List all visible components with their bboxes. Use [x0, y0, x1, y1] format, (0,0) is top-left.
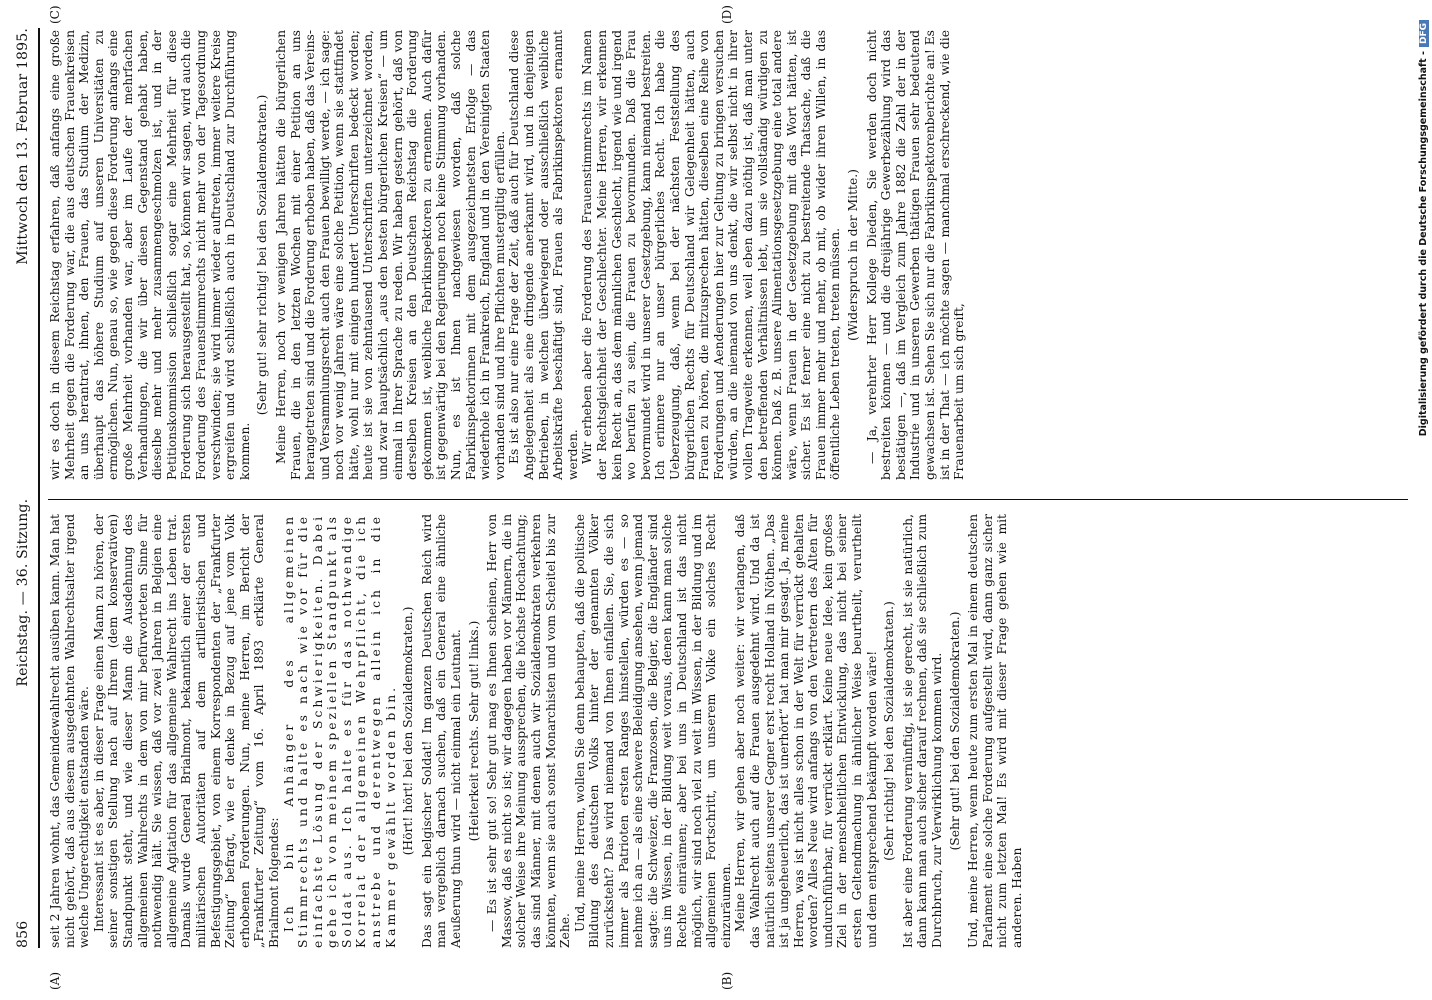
paragraph: Es ist also nur eine Frage der Zeit, daß auch für Deutschland diese Angelegenheit als eine dringende anerkannt wird, und in denjenigen Betrieben, in welchen überwiegend oder ausschließlich weibliche Arbeitskräfte beschäftigt sind, Frauen als Fabrikinspektoren ernannt werden. [507, 30, 580, 480]
running-head [8, 28, 38, 948]
margin-letter-b: (B) [720, 971, 734, 990]
reaction: (Sehr gut! sehr richtig! bei den Sozialdemokraten.) [255, 94, 270, 416]
credit-text: Digitalisierung gefördert durch die Deutsche Forschungsgemeinschaft - [1418, 51, 1429, 437]
paragraph: — Es ist sehr gut so! Sehr gut mag es Ihnen scheinen, Herr von Massow, daß es nicht so ist; wir dagegen haben vor Männern, die in solcher Weise ihre Meinung aussprechen, die höchste Hochachtung; das sind Männer, mit denen auch wir Sozialdemokraten verkehren könnten, wenn sie auch sonst Monarchisten und vom Scheitel bis zur Zehe. [485, 514, 573, 948]
header-rule [38, 28, 40, 948]
margin-letter-d: (D) [720, 5, 734, 24]
margin-letter-c: (C) [48, 5, 62, 24]
quotation: Ich bin Anhänger des allgemeinen Stimmrechts und halte es nach wie vor für die einfachste Lösung der Schwierigkeiten. Dabei gehe ich von meinem speziellen Standpunkt als Soldat aus. Ich halte es für das nothwendige Korrelat der allgemeinen Wehrpflicht, die ich anstrebe und derentwegen allein ich in die Kammer gewählt worden bin. [281, 514, 398, 948]
reaction: (Sehr gut! bei den Sozialdemokraten.) [947, 611, 962, 851]
right-column [48, 30, 967, 480]
paragraph: — Ja, verehrter Herr Kollege Dieden, Sie werden doch nicht bestreiten können — und die dreijährige Gewerbezählung wird das bestätigen —, daß im Vergleich zum Jahre 1882 die Zahl der in der Industrie und in unseren Gewerben thätigen Frauen sehr bedeutend gewachsen ist. Sehen Sie sich nur die Fabrikinspektorenberichte an! Es ist in der That — ich möchte sagen — manchmal erschreckend, wie die Frauenarbeit um sich greift, [864, 30, 967, 480]
dfg-logo: DFG [1419, 20, 1429, 47]
paragraph: Interessant ist es aber, in dieser Frage einen Mann zu hören, der seiner sonstigen Stellung nach auf Ihrem (dem konservativen) Standpunkt steht, und wie dieser Mann die Ausdehnung des allgemeinen Wahlrechts in dem von mir befürworteten Sinne für nothwendig hält. Sie wissen, daß vor zwei Jahren in Belgien eine allgemeine Agitation für das allgemeine Wahlrecht ins Leben trat. Damals wurde General Brialmont, bekanntlich einer der ersten militärischen Autoritäten auf dem artilleristischen und Befestigungsgebiet, von einem Korrespondenten der „Frankfurter Zeitung“ befragt, wie er denke in Bezug auf jene vom Volk erhobenen Forderungen. Nun, meine Herren, im Bericht der „Frankfurter Zeitung“ vom 16. April 1893 erklärte General Brialmont folgendes: [91, 514, 281, 948]
margin-letter-a: (A) [48, 971, 62, 990]
page-number: 856 [15, 920, 31, 948]
paragraph: Und, meine Herren, wollen Sie denn behaupten, daß die politische Bildung des deutschen Volks hinter der genannten Völker zurücksteht? Das wird niemand von Ihnen einfallen. Sie, die sich immer als Patrioten ersten Ranges hinstellen, würden es — so nehme ich an — als eine schwere Beleidigung ansehen, wenn jemand sagte: die Schweizer, die Franzosen, die Belgier, die Engländer sind uns im Wissen, in der Bildung weit voraus, denen kann man solche Rechte einräumen; aber bei uns in Deutschland ist das nicht möglich, wir sind noch viel zu weit im Wissen, in der Bildung und im allgemeinen Fortschritt, um unserem Volke ein solches Recht einzuräumen. [572, 514, 733, 948]
paragraph: Wir erheben aber die Forderung des Frauenstimmrechts im Namen der Rechtsgleichheit der Geschlechter. Meine Herren, wir erkennen kein Recht an, das dem männlichen Geschlecht, irgend wie und irgend wo berufen zu sein, die Frauen zu bevormunden. Daß die Frau bevormundet wird in unserer Gesetzgebung, kann niemand bestreiten. Ich erinnere nur an unser bürgerliches Recht. Ich habe die Ueberzeugung, daß, wenn bei der nächsten Feststellung des bürgerlichen Rechts für Deutschland wir Gelegenheit hätten, auch Frauen zu hören, die mitzusprechen hätten, dieselben eine Reihe von Forderungen und Aenderungen hier zur Geltung zu bringen versuchen würden, an die niemand von uns denkt, die wir selbst nicht in ihrer vollen Tragweite erkennen, weil eben dazu nöthig ist, daß man unter den betreffenden Verhältnissen lebt, um sie vollständig würdigen zu können. Daß z. B. unsere Alimentationsgesetzgebung eine total andere wäre, wenn Frauen in der Gesetzgebung mit das Wort hätten, ist sicher. Es ist ferner eine nicht zu bestreitende Thatsache, daß die Frauen immer mehr und mehr, ob mit, ob wider ihren Willen, in das öffentliche Leben treten, treten müssen. [580, 30, 843, 480]
reaction: (Sehr richtig! bei den Sozialdemokraten.) [882, 601, 897, 861]
left-column [48, 514, 1025, 948]
session-date: Mittwoch den 13. Februar 1895. [15, 28, 31, 265]
paragraph: Ist aber eine Forderung vernünftig, ist sie gerecht, ist sie natürlich, dann kann man auch sicher darauf rechnen, daß sie schließlich zum Durchbruch, zur Verwirklichung kommen wird. [900, 514, 945, 948]
reaction: (Hört! hört! bei den Sozialdemokraten.) [401, 606, 416, 856]
session-title: Reichstag. — 36. Sitzung. [15, 498, 31, 687]
paragraph: Und, meine Herren, wenn heute zum ersten Mal in einem deutschen Parlament eine solche Forderung aufgestellt wird, dann ganz sicher nicht zum letzten Mal! Es wird mit dieser Frage gehen wie mit anderen. Haben [966, 514, 1024, 948]
digitization-credit [1418, 20, 1429, 880]
paragraph: Meine Herren, wir gehen aber noch weiter: wir verlangen, daß das Wahlrecht auch auf die Frauen ausgedehnt wird. Und da ist natürlich seitens unserer Gegner erst recht Holland in Nöthen. „Das ist ja ungeheuerlich, das ist unerhört“ hat man mir gesagt. Ja, meine Herren, was ist nicht alles schon in der Welt für verrückt gehalten worden? Alles Neue wird anfangs von den Vertretern des Alten für undurchführbar, für verrückt erklärt. Keine neue Idee, kein großes Ziel in der menschheitlichen Entwicklung, das nicht bei seiner ersten Geltendmachung in ähnlicher Weise beurtheilt, verurtheilt und dem entsprechend bekämpft worden wäre! [733, 514, 879, 948]
column-separator [48, 499, 1408, 500]
paragraph: Das sagt ein belgischer Soldat! Im ganzen Deutschen Reich wird man vergeblich darnach suchen, daß ein General eine ähnliche Aeußerung thun wird — nicht einmal ein Leutnant. [419, 514, 464, 948]
paragraph: seit 2 Jahren wohnt, das Gemeindewahlrecht ausüben kann. Man hat nicht gehört, daß aus diesem ausgedehnten Wahlrechtsalter irgend welche Ungerechtigkeit entstanden wäre. [48, 514, 92, 948]
reaction: (Heiterkeit rechts. Sehr gut! links.) [466, 620, 481, 842]
paragraph: wir es doch in diesem Reichstag erfahren, daß anfangs eine große Mehrheit gegen die Forderung war, die aus deutschen Frauenkreisen an uns herantrat, ihnen, den Frauen, das Studium der Medizin, überhaupt das höhere Studium auf unseren Universitäten zu ermöglichen. Nun, genau so, wie gegen diese Forderung anfangs eine große Mehrheit vorhanden war, aber im Laufe der mehrfachen Verhandlungen, die wir über diesen Gegenstand gehabt haben, dieselbe mehr und mehr zusammengeschmolzen ist, und in der Petitionskommission schließlich sogar eine Mehrheit für diese Forderung sich herausgestellt hat, so, können wir sagen, wird auch die Forderung des Frauenstimmrechts nicht mehr von der Tagesordnung verschwinden; sie wird immer wieder auftreten, immer weitere Kreise ergreifen und wird schließlich auch in Deutschland zur Durchführung kommen. [48, 30, 252, 480]
paragraph: Meine Herren, noch vor wenigen Jahren hätten die bürgerlichen Frauen, die in den letzten Wochen mit einer Petition an uns herangetreten sind und die Forderung erhoben haben, daß das Vereins- und Versammlungsrecht auch den Frauen bewilligt werde, — ich sage: noch vor wenig Jahren wäre eine solche Petition, wenn sie stattfindet hätte, wohl nur mit einigen hundert Unterschriften bedeckt worden; heute ist sie von zehntausend Unterschriften unterzeichnet worden, und zwar hauptsächlich „aus den besten bürgerlichen Kreisen“ — um einmal in Ihrer Sprache zu reden. Wir haben gestern gehört, daß von derselben Kreisen an den Deutschen Reichstag die Forderung gekommen ist, weibliche Fabrikinspektoren zu ernennen. Auch dafür ist gegenwärtig bei den Regierungen noch keine Stimmung vorhanden. Nun, es ist Ihnen nachgewiesen worden, daß solche Fabrikinspektorinnen mit dem ausgezeichnetsten Erfolge — das wiederhole ich in Frankreich, England und in den Vereinigten Staaten vorhanden sind und ihre Pflichten mustergiltig erfüllen. [273, 30, 507, 480]
reaction: (Widerspruch in der Mitte.) [846, 169, 861, 341]
